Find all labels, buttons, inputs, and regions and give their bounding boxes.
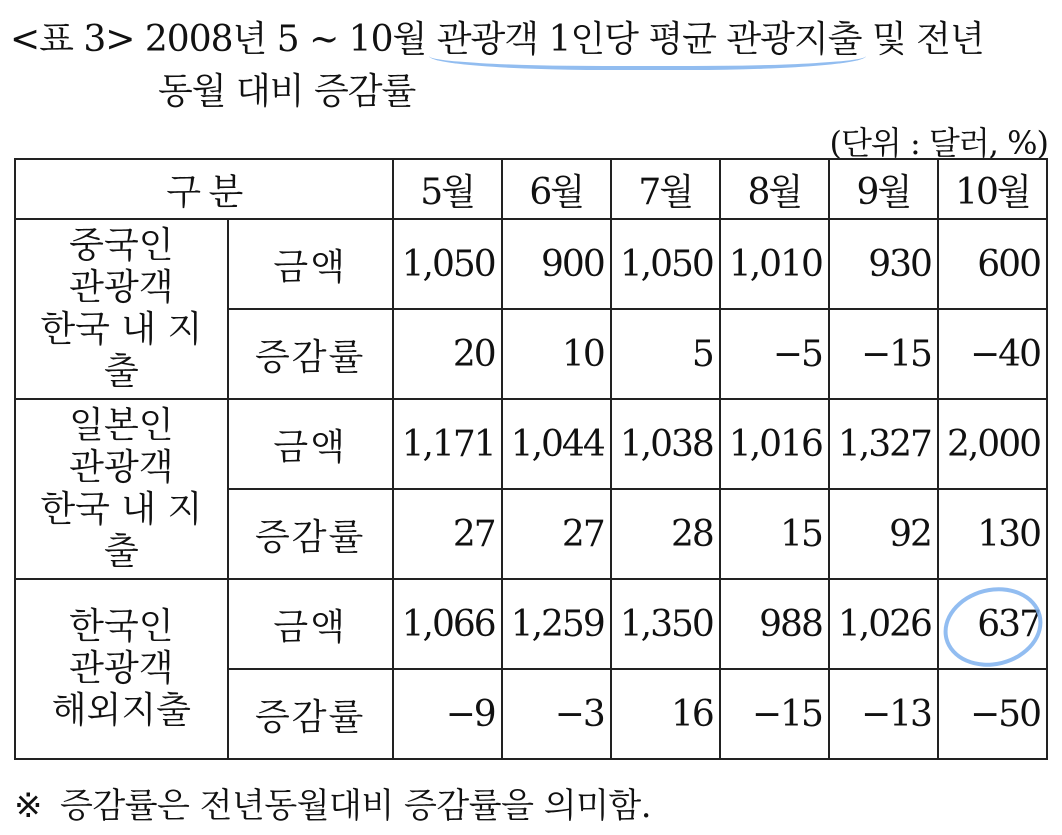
row-label: 금액 xyxy=(228,579,393,669)
group-label-line: 해외지출 xyxy=(51,690,191,731)
unit-label: (단위 : 달러, %) xyxy=(829,124,1048,162)
table-row xyxy=(15,219,1047,309)
category-header: 구 분 xyxy=(15,159,393,219)
table-cell: 5 xyxy=(611,309,720,399)
group-label-chinese xyxy=(15,219,228,399)
table-cell: 27 xyxy=(393,489,502,579)
table-cell: −5 xyxy=(720,309,829,399)
table-cell: 1,010 xyxy=(720,219,829,309)
table-title xyxy=(10,14,1050,118)
table-cell: 28 xyxy=(611,489,720,579)
table-cell: 1,050 xyxy=(611,219,720,309)
group-label-line: 관광객 xyxy=(69,648,174,689)
group-label-line: 일본인 xyxy=(69,405,174,446)
row-label: 금액 xyxy=(228,399,393,489)
group-label-japanese xyxy=(15,399,228,579)
table-cell: 930 xyxy=(829,219,938,309)
table-cell: −15 xyxy=(829,309,938,399)
table-cell: 988 xyxy=(720,579,829,669)
row-label: 증감률 xyxy=(228,309,393,399)
table-cell: 1,050 xyxy=(393,219,502,309)
table-cell: −50 xyxy=(938,669,1047,759)
month-header: 6월 xyxy=(502,159,611,219)
title-line-2: 동월 대비 증감률 xyxy=(158,71,416,112)
table-row xyxy=(15,399,1047,489)
table-cell: −15 xyxy=(720,669,829,759)
table-cell: 27 xyxy=(502,489,611,579)
title-highlight-text: 관광객 1인당 평균 관광지출 xyxy=(436,19,862,60)
month-header: 8월 xyxy=(720,159,829,219)
table-cell: 1,259 xyxy=(502,579,611,669)
table-cell: 15 xyxy=(720,489,829,579)
group-label-line: 한국 내 지출 xyxy=(40,489,203,572)
header-row xyxy=(15,159,1047,219)
table-cell: 92 xyxy=(829,489,938,579)
table-cell: −9 xyxy=(393,669,502,759)
row-label: 증감률 xyxy=(228,489,393,579)
group-label-korean xyxy=(15,579,228,759)
table-cell: 1,327 xyxy=(829,399,938,489)
group-label-line: 관광객 xyxy=(69,267,174,308)
table-cell: 20 xyxy=(393,309,502,399)
table-cell: 2,000 xyxy=(938,399,1047,489)
table-cell: 130 xyxy=(938,489,1047,579)
table-cell: 16 xyxy=(611,669,720,759)
title-line-1 xyxy=(10,14,1050,66)
table-cell: 1,350 xyxy=(611,579,720,669)
table-cell: 1,026 xyxy=(829,579,938,669)
table-cell: 900 xyxy=(502,219,611,309)
month-header: 7월 xyxy=(611,159,720,219)
table-cell: −40 xyxy=(938,309,1047,399)
circled-value: 637 xyxy=(977,603,1040,645)
table-cell: 10 xyxy=(502,309,611,399)
reference-mark-icon: ※ xyxy=(14,786,42,826)
title-suffix: 및 전년 xyxy=(861,19,984,60)
group-label-line: 한국 내 지출 xyxy=(40,309,203,392)
row-label: 금액 xyxy=(228,219,393,309)
title-prefix: <표 3> 2008년 5 ~ 10월 xyxy=(10,19,437,60)
table-cell: −13 xyxy=(829,669,938,759)
group-label-line: 한국인 xyxy=(69,606,174,647)
data-table xyxy=(14,158,1048,760)
table-cell: 1,171 xyxy=(393,399,502,489)
footnote-text: 증감률은 전년동월대비 증감률을 의미함. xyxy=(60,786,652,826)
table-cell: 1,066 xyxy=(393,579,502,669)
footnote xyxy=(14,778,651,827)
month-header: 5월 xyxy=(393,159,502,219)
table-cell-circled xyxy=(938,579,1047,669)
table-row xyxy=(15,579,1047,669)
title-highlight xyxy=(437,14,862,66)
row-label: 증감률 xyxy=(228,669,393,759)
table-cell: 1,016 xyxy=(720,399,829,489)
table-cell: −3 xyxy=(502,669,611,759)
group-label-line: 관광객 xyxy=(69,447,174,488)
table-cell: 600 xyxy=(938,219,1047,309)
table-cell: 1,044 xyxy=(502,399,611,489)
month-header: 10월 xyxy=(938,159,1047,219)
table-cell: 1,038 xyxy=(611,399,720,489)
month-header: 9월 xyxy=(829,159,938,219)
group-label-line: 중국인 xyxy=(69,225,174,266)
